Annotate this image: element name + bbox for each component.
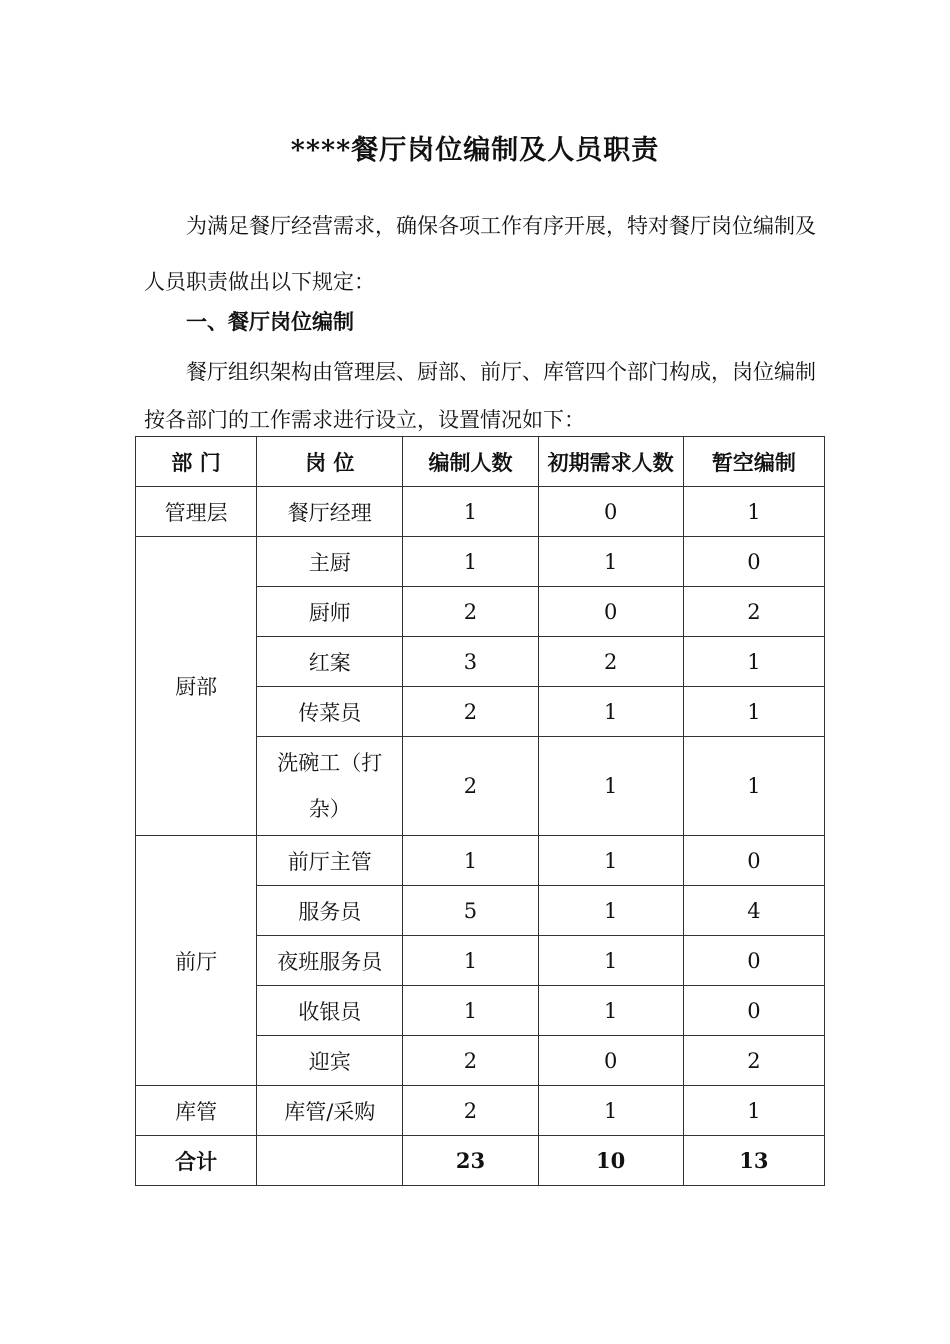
count-cell: 1 bbox=[403, 537, 538, 587]
count-cell: 0 bbox=[538, 587, 683, 637]
count-cell: 1 bbox=[538, 1086, 683, 1136]
total-cell: 23 bbox=[403, 1136, 538, 1186]
count-cell: 0 bbox=[683, 936, 824, 986]
count-cell: 1 bbox=[683, 687, 824, 737]
section-heading: 一、餐厅岗位编制 bbox=[186, 309, 354, 334]
count-cell: 0 bbox=[683, 986, 824, 1036]
header-cell: 初期需求人数 bbox=[538, 437, 683, 487]
count-cell: 2 bbox=[403, 1036, 538, 1086]
total-cell: 13 bbox=[683, 1136, 824, 1186]
count-cell: 2 bbox=[403, 737, 538, 836]
total-cell: 10 bbox=[538, 1136, 683, 1186]
count-cell: 1 bbox=[538, 986, 683, 1036]
table-header-row bbox=[136, 437, 825, 487]
count-cell: 1 bbox=[538, 886, 683, 936]
header-cell: 编制人数 bbox=[403, 437, 538, 487]
header-cell: 暂空编制 bbox=[683, 437, 824, 487]
dept-cell: 库管 bbox=[136, 1086, 257, 1136]
count-cell: 1 bbox=[683, 1086, 824, 1136]
position-cell: 前厅主管 bbox=[257, 836, 403, 886]
count-cell: 2 bbox=[403, 1086, 538, 1136]
table-body bbox=[136, 487, 825, 1186]
count-cell: 2 bbox=[683, 1036, 824, 1086]
position-cell: 洗碗工（打杂） bbox=[257, 737, 403, 836]
count-cell: 1 bbox=[403, 936, 538, 986]
table-row bbox=[136, 836, 825, 886]
count-cell: 2 bbox=[403, 687, 538, 737]
position-cell: 迎宾 bbox=[257, 1036, 403, 1086]
count-cell: 2 bbox=[683, 587, 824, 637]
table-row bbox=[136, 1086, 825, 1136]
page-title: ****餐厅岗位编制及人员职责 bbox=[290, 135, 660, 166]
position-cell: 红案 bbox=[257, 637, 403, 687]
count-cell: 2 bbox=[538, 637, 683, 687]
count-cell: 1 bbox=[403, 986, 538, 1036]
position-cell: 主厨 bbox=[257, 537, 403, 587]
total-label: 合计 bbox=[136, 1136, 257, 1186]
total-cell bbox=[257, 1136, 403, 1186]
count-cell: 1 bbox=[683, 487, 824, 537]
count-cell: 3 bbox=[403, 637, 538, 687]
total-row bbox=[136, 1136, 825, 1186]
intro-paragraph: 为满足餐厅经营需求，确保各项工作有序开展，特对餐厅岗位编制及人员职责做出以下规定： bbox=[144, 214, 816, 294]
count-cell: 0 bbox=[683, 836, 824, 886]
dept-cell: 厨部 bbox=[136, 537, 257, 836]
staffing-table bbox=[135, 436, 825, 1186]
count-cell: 0 bbox=[538, 1036, 683, 1086]
count-cell: 5 bbox=[403, 886, 538, 936]
table-row bbox=[136, 487, 825, 537]
count-cell: 1 bbox=[538, 936, 683, 986]
position-cell: 厨师 bbox=[257, 587, 403, 637]
count-cell: 1 bbox=[403, 836, 538, 886]
dept-cell: 管理层 bbox=[136, 487, 257, 537]
count-cell: 1 bbox=[538, 687, 683, 737]
header-cell: 岗 位 bbox=[257, 437, 403, 487]
count-cell: 0 bbox=[683, 537, 824, 587]
header-cell: 部 门 bbox=[136, 437, 257, 487]
section-paragraph: 餐厅组织架构由管理层、厨部、前厅、库管四个部门构成，岗位编制按各部门的工作需求进行设立，设置情况如下： bbox=[144, 360, 816, 432]
count-cell: 1 bbox=[683, 737, 824, 836]
count-cell: 0 bbox=[538, 487, 683, 537]
count-cell: 1 bbox=[538, 737, 683, 836]
position-cell: 服务员 bbox=[257, 886, 403, 936]
count-cell: 1 bbox=[538, 836, 683, 886]
position-cell: 库管/采购 bbox=[257, 1086, 403, 1136]
position-cell: 传菜员 bbox=[257, 687, 403, 737]
position-cell: 收银员 bbox=[257, 986, 403, 1036]
count-cell: 4 bbox=[683, 886, 824, 936]
count-cell: 1 bbox=[403, 487, 538, 537]
dept-cell: 前厅 bbox=[136, 836, 257, 1086]
count-cell: 2 bbox=[403, 587, 538, 637]
position-cell: 夜班服务员 bbox=[257, 936, 403, 986]
count-cell: 1 bbox=[683, 637, 824, 687]
table-row bbox=[136, 537, 825, 587]
count-cell: 1 bbox=[538, 537, 683, 587]
position-cell: 餐厅经理 bbox=[257, 487, 403, 537]
